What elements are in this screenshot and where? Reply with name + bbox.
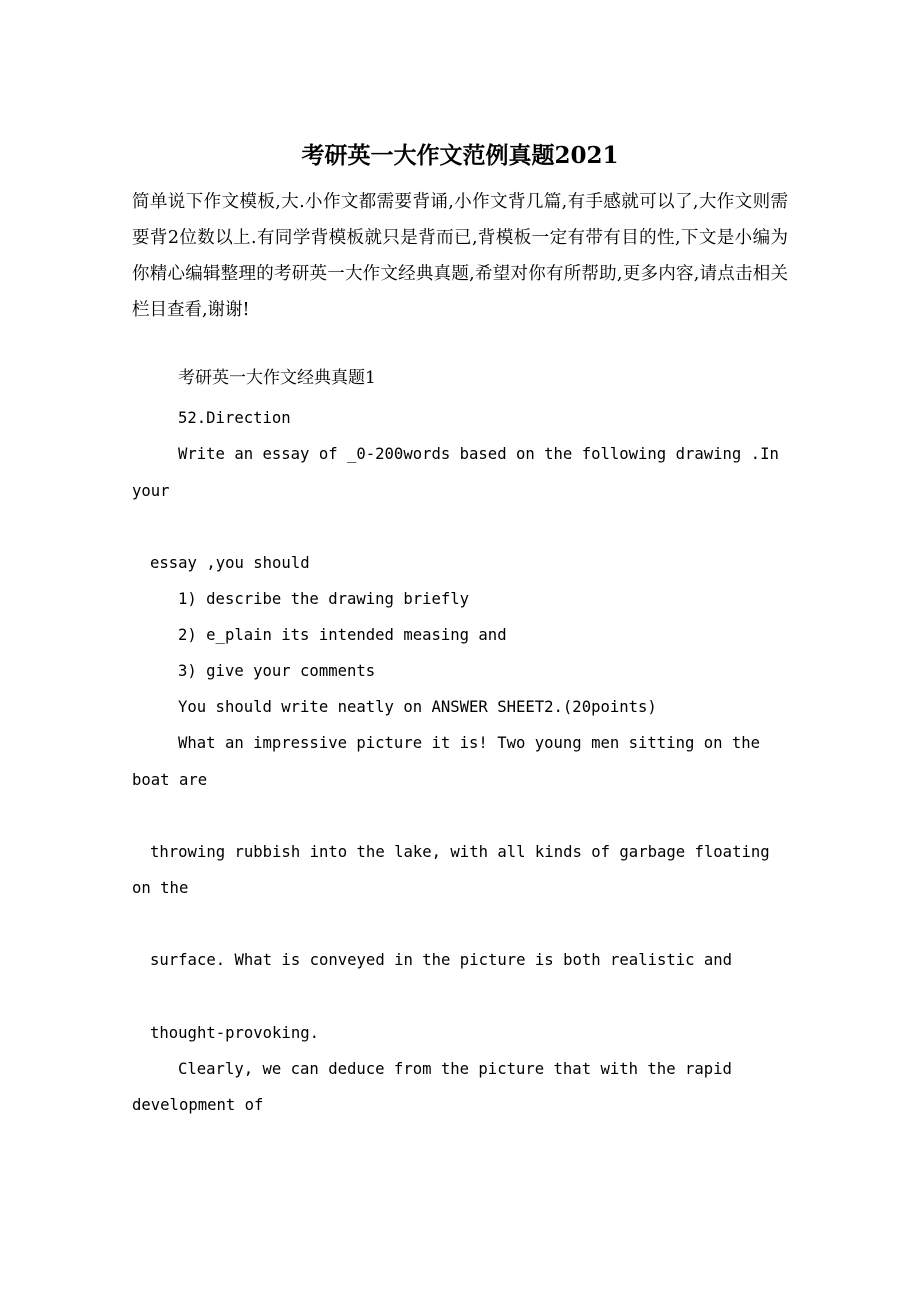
body-line: thought-provoking. — [150, 1024, 319, 1042]
body-line: You should write neatly on ANSWER SHEET2.(20points) — [178, 698, 657, 716]
document-title: 考研英一大作文范例真题2021 — [301, 142, 619, 169]
body-line: essay ,you should — [150, 554, 310, 572]
intro-paragraph: 简单说下作文模板,大.小作文都需要背诵,小作文背几篇,有手感就可以了,大作文则需要背2位数以上.有同学背模板就只是背而已,背模板一定有带有目的性,下文是小编为你精心编辑整理的考研英一大作文经典真题,希望对你有所帮助,更多内容,请点击相关栏目查看,谢谢! — [132, 192, 788, 320]
list-item: 3) give your comments — [178, 662, 376, 680]
body-line: Clearly, we can deduce from the picture that with the rapid — [178, 1060, 732, 1078]
body-line: development of — [132, 1096, 264, 1114]
direction-label: 52.Direction — [178, 409, 291, 427]
body-line: throwing rubbish into the lake, with all kinds of garbage floating — [150, 843, 770, 861]
body-line: surface. What is conveyed in the picture is both realistic and — [150, 951, 733, 969]
body-line: What an impressive picture it is! Two young men sitting on the — [178, 734, 761, 752]
list-item: 2) e_plain its intended measing and — [178, 626, 507, 644]
section-heading: 考研英一大作文经典真题1 — [178, 368, 376, 388]
list-item: 1) describe the drawing briefly — [178, 590, 470, 608]
body-line: Write an essay of _0-200words based on the following drawing .In — [178, 445, 779, 463]
body-line: your — [132, 482, 170, 500]
body-line: boat are — [132, 771, 208, 789]
body-line: on the — [132, 879, 189, 897]
